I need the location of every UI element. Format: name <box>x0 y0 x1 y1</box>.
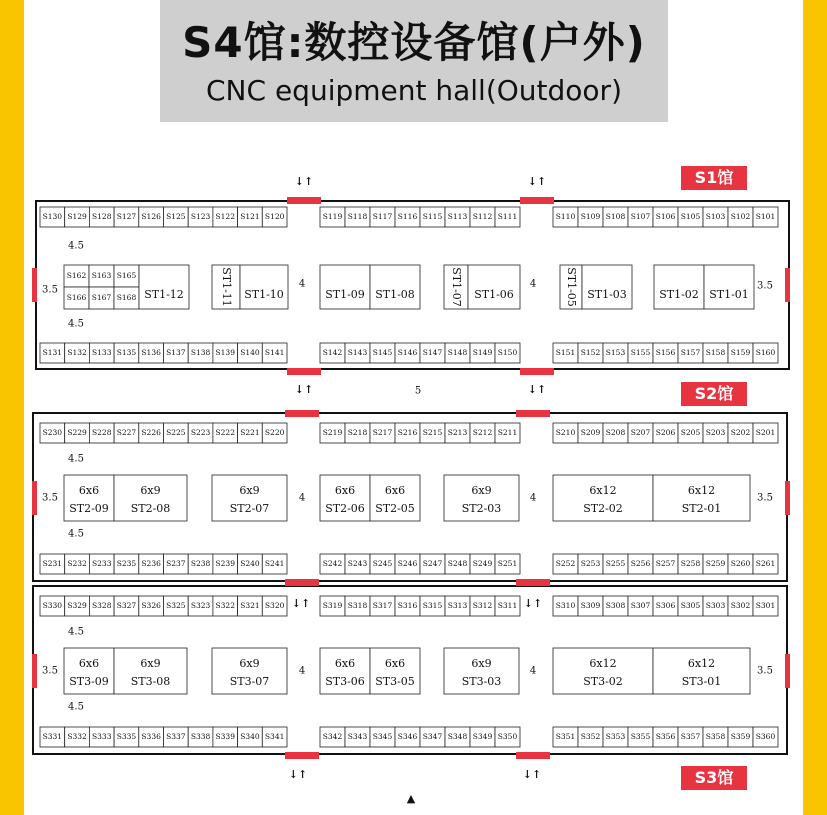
booth-label: S151 <box>555 348 576 357</box>
dimension-label: 4.5 <box>68 701 84 713</box>
dimension-label: 4 <box>529 278 537 290</box>
booth-label: S233 <box>92 559 112 568</box>
booth-label: S253 <box>580 559 601 568</box>
booth-label: S105 <box>680 212 701 221</box>
booth-label: S133 <box>92 348 112 357</box>
booth-label: S145 <box>372 348 393 357</box>
booth-label: S223 <box>190 428 211 437</box>
booth-label: S208 <box>605 428 626 437</box>
page-subtitle: CNC equipment hall(Outdoor) <box>206 74 622 107</box>
booth-label: S326 <box>141 601 161 610</box>
booth-label: S146 <box>397 348 418 357</box>
side-entrance-mark <box>32 268 37 302</box>
booth-label: S138 <box>190 348 211 357</box>
booth-label: S135 <box>116 348 137 357</box>
booth-label: S358 <box>705 732 726 741</box>
booth-label: S335 <box>116 732 137 741</box>
door-bar <box>285 410 319 417</box>
stand-label: ST1-08 <box>375 288 415 301</box>
booth-label: S128 <box>92 212 112 221</box>
booth-label: S312 <box>472 601 493 610</box>
booth-label: S112 <box>472 212 493 221</box>
booth-label: S147 <box>422 348 443 357</box>
stand-label: ST1-11 <box>220 267 233 307</box>
stand-size-label: 6x12 <box>589 484 617 497</box>
stand-label: ST2-07 <box>229 502 270 515</box>
stand-size-label: 6x9 <box>140 657 161 670</box>
booth-label: S126 <box>141 212 161 221</box>
booth-label: S110 <box>555 212 576 221</box>
stand-label: ST3-09 <box>69 675 109 688</box>
booth-label: S349 <box>472 732 493 741</box>
booth-label: S216 <box>397 428 418 437</box>
booth-label: S120 <box>264 212 285 221</box>
booth-label: S141 <box>264 348 285 357</box>
stand-size-label: 6x12 <box>687 657 716 670</box>
stand-label: ST3-05 <box>375 675 415 688</box>
booth-label: S340 <box>240 732 260 741</box>
dimension-label: 3.5 <box>42 284 58 296</box>
booth-label: S237 <box>166 559 186 568</box>
booth-label: S209 <box>580 428 601 437</box>
stand-label: ST1-09 <box>325 288 365 301</box>
dimension-label: 3.5 <box>757 665 773 677</box>
booth-label: S308 <box>605 601 626 610</box>
stand-label: ST3-02 <box>583 675 623 688</box>
booth-label: S327 <box>116 601 137 610</box>
stand-label: ST2-05 <box>375 502 415 515</box>
booth-label: S352 <box>580 732 601 741</box>
booth-label: S123 <box>190 212 211 221</box>
booth-label: S119 <box>322 212 343 221</box>
dimension-label: 4.5 <box>68 453 84 465</box>
dimension-label: 4 <box>298 665 306 677</box>
booth-label: S246 <box>397 559 418 568</box>
stand-label: ST1-02 <box>659 288 699 301</box>
booth-label: S227 <box>116 428 137 437</box>
stand-label: ST3-01 <box>681 675 722 688</box>
booth-label: S306 <box>655 601 676 610</box>
booth-label: S252 <box>555 559 576 568</box>
booth-label: S149 <box>472 348 493 357</box>
booth-label: S231 <box>42 559 63 568</box>
booth-label: S241 <box>264 559 285 568</box>
booth-label: S108 <box>605 212 626 221</box>
booth-label: S323 <box>190 601 211 610</box>
booth-label: S245 <box>372 559 393 568</box>
booth-label: S321 <box>240 601 260 610</box>
dimension-label: 4 <box>298 492 306 504</box>
stand-size-label: 6x6 <box>384 657 406 670</box>
booth-label: S356 <box>655 732 676 741</box>
booth-label: S345 <box>372 732 393 741</box>
booth-label: S329 <box>67 601 87 610</box>
stand-booth <box>370 265 420 309</box>
hall-badge-s1: S1馆 <box>681 166 747 190</box>
booth-label: S140 <box>240 348 260 357</box>
booth-label: S360 <box>755 732 776 741</box>
booth-label: S137 <box>166 348 186 357</box>
booth-label: S332 <box>67 732 87 741</box>
booth-label: S229 <box>67 428 87 437</box>
booth-label: S131 <box>42 348 63 357</box>
booth-label: S136 <box>141 348 161 357</box>
stand-size-label: 6x9 <box>471 657 492 670</box>
booth-label: S158 <box>705 348 726 357</box>
entrance-arrow: ↓↑ <box>288 768 308 781</box>
booth-label: S111 <box>497 212 518 221</box>
booth-label: S143 <box>347 348 368 357</box>
stand-size-label: 6x6 <box>78 484 100 497</box>
stand-label: ST1-01 <box>709 288 749 301</box>
stand-booth <box>320 265 370 309</box>
hall-badge-s3: S3馆 <box>681 766 747 790</box>
booth-label: S331 <box>42 732 63 741</box>
booth-label: S307 <box>630 601 651 610</box>
door-bar <box>285 579 319 586</box>
booth-label: S166 <box>66 293 87 302</box>
dimension-label: 4.5 <box>68 626 84 638</box>
booth-label: S346 <box>397 732 418 741</box>
booth-label: S130 <box>42 212 63 221</box>
booth-label: S159 <box>730 348 751 357</box>
stand-label: ST1-05 <box>565 267 578 307</box>
booth-label: S348 <box>447 732 468 741</box>
booth-label: S225 <box>166 428 186 437</box>
booth-label: S117 <box>372 212 393 221</box>
door-bar <box>287 197 321 204</box>
entrance-triangle-icon: ▲ <box>406 792 416 805</box>
booth-label: S113 <box>447 212 468 221</box>
booth-label: S228 <box>92 428 112 437</box>
booth-label: S155 <box>630 348 651 357</box>
stand-booth <box>654 265 704 309</box>
booth-label: S213 <box>447 428 468 437</box>
booth-label: S152 <box>580 348 601 357</box>
stand-label: ST1-03 <box>587 288 627 301</box>
stand-label: ST2-01 <box>681 502 722 515</box>
dimension-label: 4.5 <box>68 528 84 540</box>
stand-label: ST2-06 <box>325 502 365 515</box>
stand-label: ST1-10 <box>244 288 284 301</box>
entrance-arrow: ↓↑ <box>291 597 311 610</box>
door-bar <box>516 752 550 759</box>
door-bar <box>287 368 321 375</box>
booth-label: S205 <box>680 428 701 437</box>
entrance-arrow: ↓↑ <box>527 175 547 188</box>
booth-label: S226 <box>141 428 161 437</box>
booth-label: S322 <box>215 601 235 610</box>
booth-label: S258 <box>680 559 701 568</box>
stand-label: ST3-07 <box>229 675 270 688</box>
booth-label: S341 <box>264 732 285 741</box>
booth-label: S221 <box>240 428 260 437</box>
booth-label: S303 <box>705 601 726 610</box>
booth-label: S118 <box>347 212 368 221</box>
stand-size-label: 6x6 <box>384 484 406 497</box>
booth-label: S342 <box>322 732 343 741</box>
booth-label: S101 <box>755 212 776 221</box>
booth-label: S313 <box>447 601 468 610</box>
dimension-label: 4.5 <box>68 318 84 330</box>
booth-label: S311 <box>497 601 518 610</box>
booth-label: S317 <box>372 601 393 610</box>
booth-label: S217 <box>372 428 393 437</box>
booth-label: S261 <box>755 559 776 568</box>
door-bar <box>516 579 550 586</box>
booth-label: S248 <box>447 559 468 568</box>
booth-label: S318 <box>347 601 368 610</box>
booth-label: S338 <box>190 732 211 741</box>
hall-badge-s2: S2馆 <box>681 382 747 406</box>
booth-label: S255 <box>605 559 626 568</box>
stand-size-label: 6x12 <box>589 657 617 670</box>
booth-label: S247 <box>422 559 443 568</box>
stand-label: ST2-02 <box>583 502 623 515</box>
booth-label: S328 <box>92 601 112 610</box>
booth-label: S218 <box>347 428 368 437</box>
booth-label: S220 <box>264 428 285 437</box>
entrance-arrow: ↓↑ <box>522 768 542 781</box>
booth-label: S168 <box>116 293 137 302</box>
stand-size-label: 6x9 <box>239 484 260 497</box>
booth-label: S256 <box>630 559 651 568</box>
booth-label: S122 <box>215 212 235 221</box>
booth-label: S351 <box>555 732 576 741</box>
booth-label: S121 <box>240 212 260 221</box>
stand-size-label: 6x6 <box>334 484 356 497</box>
booth-label: S107 <box>630 212 651 221</box>
booth-label: S260 <box>730 559 751 568</box>
stand-label: ST2-09 <box>69 502 109 515</box>
side-entrance-mark <box>785 268 790 302</box>
booth-label: S330 <box>42 601 63 610</box>
booth-label: S157 <box>680 348 701 357</box>
dimension-label: 3.5 <box>42 665 58 677</box>
booth-label: S242 <box>322 559 343 568</box>
stand-label: ST2-08 <box>130 502 171 515</box>
booth-label: S210 <box>555 428 576 437</box>
dimension-label: 3.5 <box>757 492 773 504</box>
entrance-arrow: ↓↑ <box>294 175 314 188</box>
door-bar <box>516 410 550 417</box>
side-entrance-mark <box>785 481 790 515</box>
booth-label: S125 <box>166 212 186 221</box>
booth-label: S238 <box>190 559 211 568</box>
stand-label: ST3-06 <box>325 675 365 688</box>
booth-label: S153 <box>605 348 626 357</box>
booth-label: S132 <box>67 348 87 357</box>
booth-label: S336 <box>141 732 161 741</box>
booth-label: S350 <box>497 732 518 741</box>
booth-label: S106 <box>655 212 676 221</box>
booth-label: S236 <box>141 559 161 568</box>
page-title: S4馆:数控设备馆(户外) <box>182 18 646 67</box>
booth-label: S235 <box>116 559 137 568</box>
booth-label: S142 <box>322 348 343 357</box>
booth-label: S139 <box>215 348 235 357</box>
stand-size-label: 6x6 <box>78 657 100 670</box>
booth-label: S239 <box>215 559 235 568</box>
booth-label: S148 <box>447 348 468 357</box>
booth-label: S320 <box>264 601 285 610</box>
dimension-label: 3.5 <box>42 492 58 504</box>
booth-label: S207 <box>630 428 651 437</box>
stand-label: ST1-06 <box>474 288 514 301</box>
stand-booth <box>582 265 632 309</box>
booth-label: S240 <box>240 559 260 568</box>
booth-label: S215 <box>422 428 443 437</box>
booth-label: S347 <box>422 732 443 741</box>
booth-label: S301 <box>755 601 776 610</box>
stand-booth <box>240 265 288 309</box>
booth-label: S219 <box>322 428 343 437</box>
booth-label: S310 <box>555 601 576 610</box>
booth-label: S243 <box>347 559 368 568</box>
dimension-label: 3.5 <box>757 280 773 292</box>
booth-label: S201 <box>755 428 776 437</box>
booth-label: S230 <box>42 428 63 437</box>
dimension-label: 4.5 <box>68 240 84 252</box>
stand-size-label: 6x9 <box>140 484 161 497</box>
dimension-label: 4 <box>529 492 537 504</box>
booth-label: S343 <box>347 732 368 741</box>
stand-size-label: 6x12 <box>687 484 716 497</box>
booth-label: S160 <box>755 348 776 357</box>
booth-label: S232 <box>67 559 87 568</box>
dimension-label: 5 <box>414 385 422 397</box>
booth-label: S357 <box>680 732 701 741</box>
booth-label: S163 <box>91 271 112 280</box>
booth-label: S129 <box>67 212 87 221</box>
door-bar <box>520 368 554 375</box>
dimension-label: 4 <box>298 278 306 290</box>
entrance-arrow: ↓↑ <box>527 383 547 396</box>
stand-booth <box>468 265 520 309</box>
booth-label: S309 <box>580 601 601 610</box>
booth-label: S150 <box>497 348 518 357</box>
booth-label: S206 <box>655 428 676 437</box>
booth-label: S203 <box>705 428 726 437</box>
booth-label: S222 <box>215 428 235 437</box>
booth-label: S102 <box>730 212 751 221</box>
side-entrance-mark <box>32 654 37 688</box>
booth-label: S115 <box>422 212 443 221</box>
booth-label: S316 <box>397 601 418 610</box>
booth-label: S211 <box>497 428 518 437</box>
booth-label: S257 <box>655 559 676 568</box>
stand-label: ST1-12 <box>144 288 184 301</box>
booth-label: S165 <box>116 271 137 280</box>
booth-label: S305 <box>680 601 701 610</box>
booth-label: S116 <box>397 212 418 221</box>
stand-label: ST2-03 <box>461 502 502 515</box>
side-entrance-mark <box>32 481 37 515</box>
booth-label: S337 <box>166 732 186 741</box>
stand-booth <box>704 265 754 309</box>
booth-label: S315 <box>422 601 443 610</box>
booth-label: S251 <box>497 559 518 568</box>
stand-size-label: 6x6 <box>334 657 356 670</box>
booth-label: S202 <box>730 428 751 437</box>
door-bar <box>285 752 319 759</box>
booth-label: S103 <box>705 212 726 221</box>
booth-label: S302 <box>730 601 751 610</box>
booth-label: S339 <box>215 732 235 741</box>
side-entrance-mark <box>785 654 790 688</box>
booth-label: S259 <box>705 559 726 568</box>
booth-label: S319 <box>322 601 343 610</box>
booth-label: S167 <box>91 293 112 302</box>
booth-label: S359 <box>730 732 751 741</box>
dimension-label: 4 <box>529 665 537 677</box>
booth-label: S109 <box>580 212 601 221</box>
booth-label: S325 <box>166 601 186 610</box>
entrance-arrow: ↓↑ <box>523 597 543 610</box>
door-bar <box>520 197 554 204</box>
stand-size-label: 6x9 <box>239 657 260 670</box>
stand-label: ST3-08 <box>130 675 171 688</box>
stand-label: ST3-03 <box>461 675 502 688</box>
booth-label: S355 <box>630 732 651 741</box>
booth-label: S127 <box>116 212 137 221</box>
booth-label: S249 <box>472 559 493 568</box>
booth-label: S156 <box>655 348 676 357</box>
booth-label: S353 <box>605 732 626 741</box>
booth-label: S333 <box>92 732 112 741</box>
stand-booth <box>139 265 189 309</box>
entrance-arrow: ↓↑ <box>294 383 314 396</box>
stand-size-label: 6x9 <box>471 484 492 497</box>
stand-label: ST1-07 <box>450 267 463 307</box>
booth-label: S212 <box>472 428 493 437</box>
booth-label: S162 <box>66 271 87 280</box>
